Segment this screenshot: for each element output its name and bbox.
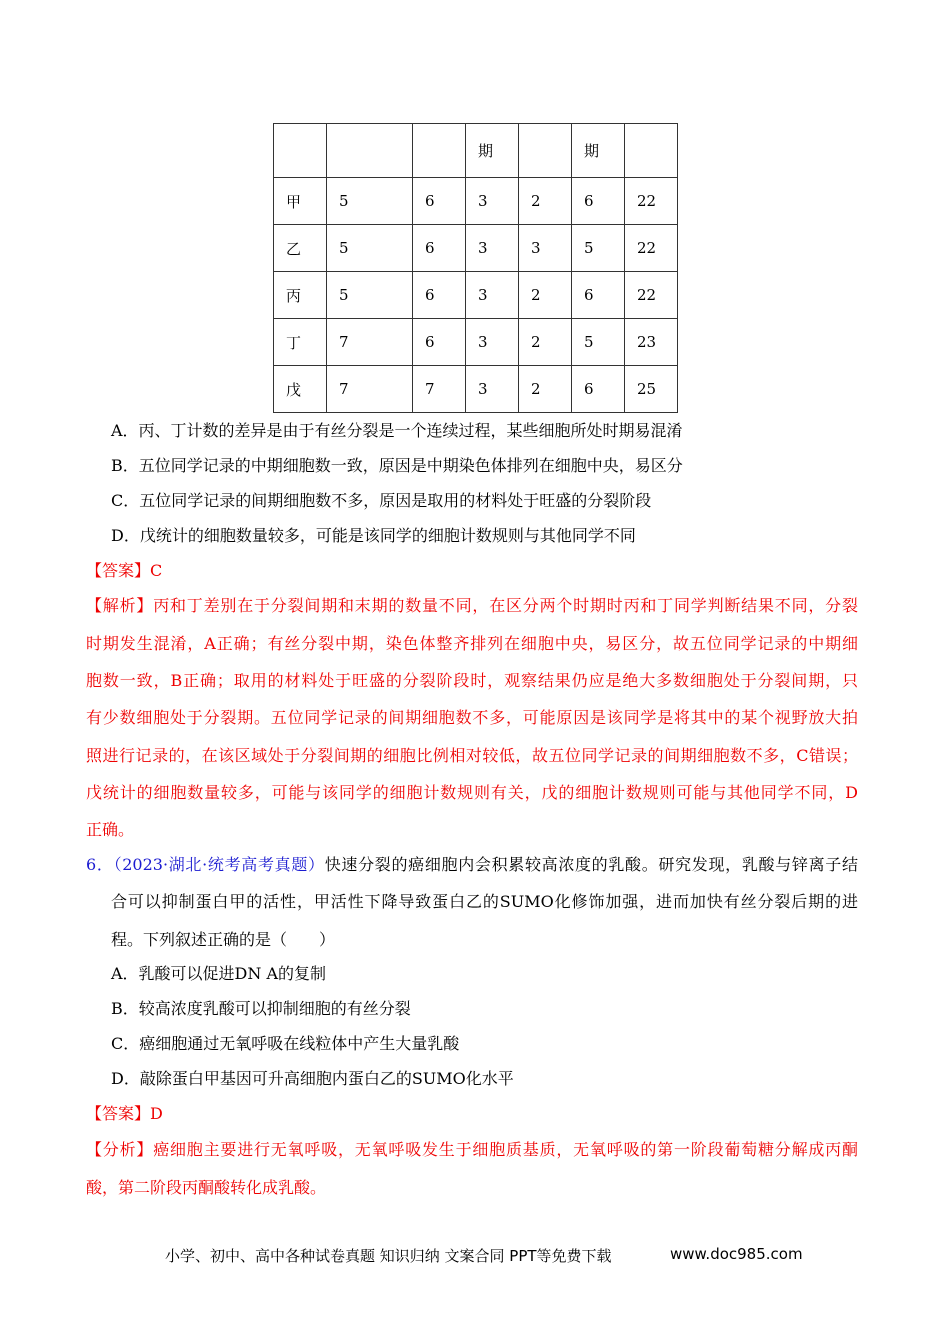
q5-analysis-line [86, 596, 858, 616]
q5-analysis-label: 【解析】 [86, 596, 154, 615]
q6-option-c: C．癌细胞通过无氧呼吸在线粒体中产生大量乳酸 [111, 1034, 460, 1053]
table-cell: 5 [572, 319, 625, 366]
table-cell: 3 [466, 178, 519, 225]
table-cell: 5 [327, 178, 413, 225]
analysis-text: 癌细胞主要进行无氧呼吸，无氧呼吸发生于细胞质基质，无氧呼吸的第一阶段葡萄糖分解成丙酮 [153, 1140, 858, 1159]
table-cell: 5 [327, 225, 413, 272]
table-cell: 3 [519, 225, 572, 272]
table-cell: 6 [413, 178, 466, 225]
q5-answer: 【答案】C [86, 561, 163, 580]
q6-number: 6． [86, 855, 114, 874]
footer-url[interactable]: www.doc985.com [670, 1245, 803, 1263]
q5-analysis-line: 胞数一致，B正确；取用的材料处于旺盛的分裂阶段时，观察结果仍应是绝大多数细胞处于分裂间期，只 [86, 671, 858, 690]
table-cell: 2 [519, 272, 572, 319]
q6-answer: 【答案】D [86, 1104, 163, 1123]
q5-option-b: B．五位同学记录的中期细胞数一致，原因是中期染色体排列在细胞中央，易区分 [111, 456, 683, 475]
table-cell: 23 [625, 319, 678, 366]
header-cell [274, 124, 327, 178]
table-row [274, 225, 678, 272]
table-cell: 乙 [274, 225, 327, 272]
q5-analysis-line: 正确。 [86, 820, 135, 839]
table-cell: 2 [519, 178, 572, 225]
table-cell: 6 [413, 225, 466, 272]
cell-count-table [273, 123, 678, 413]
table-cell: 6 [572, 272, 625, 319]
table-cell: 6 [572, 366, 625, 413]
q5-analysis-line: 有少数细胞处于分裂期。五位同学记录的间期细胞数不多，可能原因是该同学是将其中的某个视野放大拍 [86, 708, 858, 727]
header-cell: 期 [572, 124, 625, 178]
table-cell: 25 [625, 366, 678, 413]
table-cell: 3 [466, 319, 519, 366]
q5-analysis-line: 戊统计的细胞数量较多，可能与该同学的细胞计数规则有关，戊的细胞计数规则可能与其他同学不同，D [86, 783, 858, 802]
table-cell: 6 [572, 178, 625, 225]
header-cell [625, 124, 678, 178]
q5-analysis-line: 时期发生混淆，A正确；有丝分裂中期，染色体整齐排列在细胞中央，易区分，故五位同学记录的中期细 [86, 634, 858, 653]
table-cell: 戊 [274, 366, 327, 413]
analysis-text: 丙和丁差别在于分裂间期和末期的数量不同，在区分两个时期时丙和丁同学判断结果不同，分裂 [153, 596, 858, 615]
table-cell: 22 [625, 272, 678, 319]
q6-analysis-line: 酸，第二阶段丙酮酸转化成乳酸。 [86, 1178, 327, 1197]
q6-stem-line: 合可以抑制蛋白甲的活性，甲活性下降导致蛋白乙的SUMO化修饰加强，进而加快有丝分裂后期的进 [111, 892, 858, 911]
header-cell [413, 124, 466, 178]
table-cell: 7 [327, 366, 413, 413]
table-cell: 3 [466, 225, 519, 272]
table-row [274, 178, 678, 225]
table-cell: 丙 [274, 272, 327, 319]
q5-option-d: D．戊统计的细胞数量较多，可能是该同学的细胞计数规则与其他同学不同 [111, 526, 636, 545]
q6-analysis-label: 【分析】 [86, 1140, 154, 1159]
table-cell: 丁 [274, 319, 327, 366]
table-cell: 22 [625, 225, 678, 272]
q5-analysis-line: 照进行记录的，在该区域处于分裂间期的细胞比例相对较低，故五位同学记录的间期细胞数不多，C错误； [86, 746, 858, 765]
table-row [274, 366, 678, 413]
table-cell: 3 [466, 272, 519, 319]
table-cell: 2 [519, 366, 572, 413]
q6-option-a: A．乳酸可以促进DN A的复制 [111, 964, 327, 983]
table-cell: 22 [625, 178, 678, 225]
q6-option-b: B．较高浓度乳酸可以抑制细胞的有丝分裂 [111, 999, 411, 1018]
q6-stem-text: 快速分裂的癌细胞内会积累较高浓度的乳酸。研究发现，乳酸与锌离子结 [324, 855, 858, 874]
table-cell: 5 [572, 225, 625, 272]
header-cell [519, 124, 572, 178]
q6-stem-line [86, 855, 858, 875]
footer-text: 小学、初中、高中各种试卷真题 知识归纳 文案合同 PPT等免费下载 [165, 1247, 612, 1265]
table-cell: 5 [327, 272, 413, 319]
table-cell: 甲 [274, 178, 327, 225]
table-cell: 6 [413, 272, 466, 319]
table-header-row [274, 124, 678, 178]
q5-option-a: A．丙、丁计数的差异是由于有丝分裂是一个连续过程，某些细胞所处时期易混淆 [111, 421, 683, 440]
q6-stem-line: 程。下列叙述正确的是（ ） [111, 930, 336, 949]
table-cell: 6 [413, 319, 466, 366]
header-cell: 期 [466, 124, 519, 178]
q5-option-c: C．五位同学记录的间期细胞数不多，原因是取用的材料处于旺盛的分裂阶段 [111, 491, 652, 510]
q6-analysis-line [86, 1140, 858, 1160]
q6-option-d: D．敲除蛋白甲基因可升高细胞内蛋白乙的SUMO化水平 [111, 1069, 514, 1088]
header-cell [327, 124, 413, 178]
table-cell: 3 [466, 366, 519, 413]
q6-source: （2023·湖北·统考高考真题） [113, 855, 325, 874]
table-cell: 7 [413, 366, 466, 413]
table-row [274, 272, 678, 319]
table-cell: 2 [519, 319, 572, 366]
table-cell: 7 [327, 319, 413, 366]
table-row [274, 319, 678, 366]
